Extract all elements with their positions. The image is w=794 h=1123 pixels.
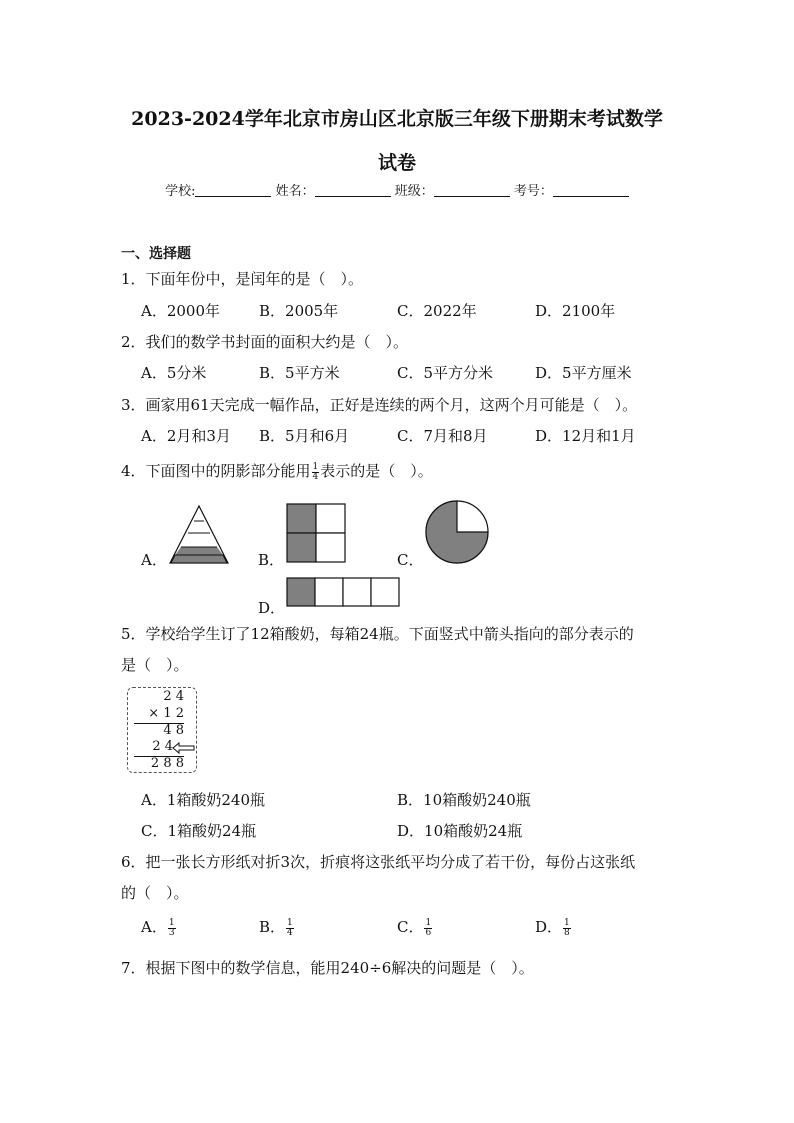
q4-option-b-label: B． <box>258 551 285 569</box>
q6-b-num: 1 <box>287 917 293 928</box>
question-4-stem <box>121 460 433 482</box>
name-blank <box>315 183 391 197</box>
q6-a-den: 3 <box>168 927 175 938</box>
q6-a-num: 1 <box>168 917 175 928</box>
calc-row-partial-2: 2 4 <box>152 739 173 754</box>
strip-cell <box>371 578 399 606</box>
question-1-stem: 1．下面年份中，是闰年的是（ ）。 <box>121 270 364 288</box>
calc-row-partial-1: 4 8 <box>163 723 184 738</box>
q5-option-c: C．1箱酸奶24瓶 <box>141 822 257 840</box>
grid-cell <box>287 504 316 533</box>
question-7-stem: 7．根据下图中的数学信息，能用240÷6解决的问题是（ ）。 <box>121 959 534 977</box>
q5-option-a: A．1箱酸奶240瓶 <box>141 791 266 809</box>
q1-option-c: C．2022年 <box>397 302 477 320</box>
calc-row-multiplier: × 1 2 <box>148 706 184 721</box>
q5-option-d: D．10箱酸奶24瓶 <box>397 822 523 840</box>
q3-option-a: A．2月和3月 <box>141 427 231 445</box>
q4-figure-c-pie <box>424 499 490 565</box>
q6-option-d <box>535 916 572 938</box>
class-label: 班级： <box>394 184 434 199</box>
q4-fraction-den: 4 <box>312 471 319 482</box>
q6-d-num: 1 <box>564 917 570 928</box>
question-5-stem-line1: 5．学校给学生订了12箱酸奶，每箱24瓶。下面竖式中箭头指向的部分表示的 <box>121 625 634 643</box>
q5-option-b: B．10箱酸奶240瓶 <box>397 791 531 809</box>
q2-option-a: A．5分米 <box>141 364 207 382</box>
exam-title-line2: 试卷 <box>377 152 416 174</box>
q2-option-d: D．5平方厘米 <box>535 364 632 382</box>
q4-fraction <box>312 463 320 482</box>
q6-option-a <box>141 916 177 938</box>
q6-option-b-label: B． <box>259 918 286 936</box>
question-3-stem: 3．画家用61天完成一幅作品，正好是连续的两个月，这两个月可能是（ ）。 <box>121 396 638 414</box>
section-heading: 一、选择题 <box>121 246 191 262</box>
q6-c-num: 1 <box>425 917 432 928</box>
q4-stem-before: 4．下面图中的阴影部分能用 <box>121 462 311 480</box>
q4-figure-d-strip <box>286 577 402 607</box>
q6-option-c <box>397 916 433 938</box>
q6-option-d-label: D． <box>535 918 563 936</box>
calc-row-product: 2 8 8 <box>150 756 184 771</box>
class-blank <box>434 183 510 197</box>
q6-d-den: 8 <box>564 927 570 938</box>
left-arrow-icon <box>172 742 196 754</box>
q4-figure-a-triangle <box>168 504 230 564</box>
question-6-stem-line2: 的（ ）。 <box>121 884 189 902</box>
q4-stem-after: 表示的是（ ）。 <box>320 462 433 480</box>
question-2-stem: 2．我们的数学书封面的面积大约是（ ）。 <box>121 333 409 351</box>
calc-row-multiplicand: 2 4 <box>163 689 184 704</box>
q4-figure-b-grid <box>286 503 346 563</box>
question-5-stem-line2: 是（ ）。 <box>121 656 189 674</box>
q4-option-a-label: A． <box>141 551 167 569</box>
grid-cell <box>316 533 345 562</box>
q6-option-c-label: C． <box>397 918 424 936</box>
q1-option-d: D．2100年 <box>535 302 616 320</box>
q4-option-c-label: C． <box>397 551 424 569</box>
exam-number-label: 考号： <box>513 184 553 199</box>
q6-option-a-label: A． <box>141 918 167 936</box>
q3-option-c: C．7月和8月 <box>397 427 488 445</box>
q3-option-d: D．12月和1月 <box>535 427 636 445</box>
exam-number-blank <box>553 183 629 197</box>
q6-b-den: 4 <box>287 927 293 938</box>
q4-fraction-num: 1 <box>312 461 319 472</box>
grid-cell <box>287 533 316 562</box>
school-blank <box>195 183 271 197</box>
strip-cell <box>287 578 315 606</box>
school-label: 学校: <box>165 184 196 199</box>
q6-c-den: 6 <box>425 927 432 938</box>
q5-vertical-calc-box <box>127 687 197 773</box>
q3-option-b: B．5月和6月 <box>259 427 350 445</box>
name-label: 姓名： <box>275 184 315 199</box>
strip-cell <box>343 578 371 606</box>
student-info-fields <box>0 180 794 199</box>
strip-cell <box>315 578 343 606</box>
q1-option-b: B．2005年 <box>259 302 339 320</box>
q4-option-d-label: D． <box>258 599 286 617</box>
q2-option-c: C．5平方分米 <box>397 364 494 382</box>
q2-option-b: B．5平方米 <box>259 364 340 382</box>
q6-option-b <box>259 916 295 938</box>
q1-option-a: A．2000年 <box>141 302 221 320</box>
exam-title-line1: 2023-2024学年北京市房山区北京版三年级下册期末考试数学 <box>131 108 663 130</box>
grid-cell <box>316 504 345 533</box>
question-6-stem-line1: 6．把一张长方形纸对折3次，折痕将这张纸平均分成了若干份，每份占这张纸 <box>121 853 636 871</box>
